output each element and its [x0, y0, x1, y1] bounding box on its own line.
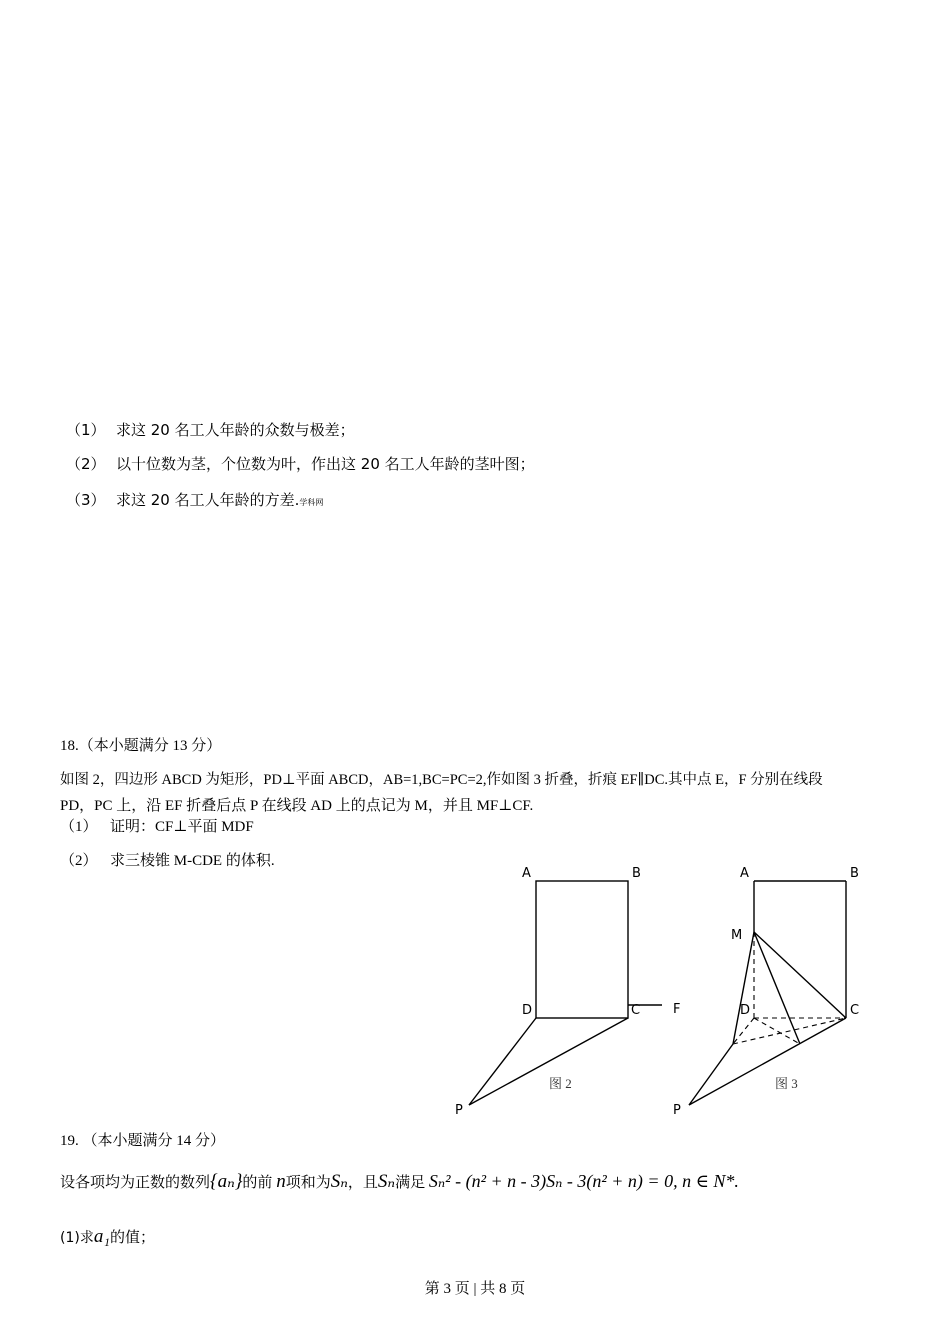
figure-3 — [689, 881, 846, 1105]
fig2-label-b: B — [632, 866, 641, 881]
fig3-label-m: M — [731, 928, 743, 943]
q19-statement: 设各项均为正数的数列{aₙ}的前 n项和为Sₙ，且Sₙ满足 Sₙ² - (n² + n - 3)Sₙ - 3(n² + n) = 0, n ∈ N*. — [60, 1171, 739, 1192]
page-footer: 第 3 页 | 共 8 页 — [424, 1281, 526, 1297]
figure-2 — [469, 881, 662, 1105]
rectangle-abcd — [536, 881, 628, 1018]
watermark: 学科网 — [299, 498, 324, 507]
fig2-label-p: P — [455, 1103, 463, 1118]
q17-item-1: （1） 求这 20 名工人年龄的众数与极差； — [66, 421, 355, 439]
q18-item-2: （2） 求三棱锥 M-CDE 的体积. — [60, 853, 275, 869]
fig2-label-a: A — [522, 866, 531, 881]
fig3-label-p: P — [673, 1103, 681, 1118]
q18-header: 18.（本小题满分 13 分） — [60, 738, 222, 754]
fig3-label-a: A — [740, 866, 749, 881]
fig2-label-f: F — [673, 1002, 681, 1017]
fig3-label-b: B — [850, 866, 859, 881]
fig3-label-c: C — [850, 1003, 860, 1018]
q19-part1: (1)求a₁的值； — [60, 1226, 155, 1247]
q18-item-1: （1） 证明：CF⊥平面 MDF — [60, 819, 254, 835]
equation: Sₙ² - (n² + n - 3)Sₙ - 3(n² + n) = 0, n ∈ N*. — [428, 1171, 739, 1191]
q17-item-2: （2） 以十位数为茎，个位数为叶，作出这 20 名工人年龄的茎叶图； — [66, 455, 535, 473]
q19-header: 19. （本小题满分 14 分） — [60, 1133, 226, 1149]
q18-body-line1: 如图 2，四边形 ABCD 为矩形，PD⊥平面 ABCD，AB=1,BC=PC=2,作如图 3 折叠，折痕 EF∥DC.其中点 E，F 分别在线段 — [60, 772, 823, 788]
q17-item-3: （3） 求这 20 名工人年龄的方差.学科网 — [66, 491, 324, 509]
fig2-label-d: D — [522, 1003, 533, 1018]
sequence-an: {aₙ} — [210, 1171, 243, 1192]
fig3-caption: 图 3 — [775, 1076, 798, 1091]
fig2-label-c: C — [631, 1003, 641, 1018]
fig3-label-d: D — [740, 1003, 751, 1018]
segment-dp — [469, 1018, 536, 1105]
fig2-caption: 图 2 — [549, 1076, 572, 1091]
q18-body-line2: PD，PC 上，沿 EF 折叠后点 P 在线段 AD 上的点记为 M，并且 MF⊥CF. — [60, 798, 534, 814]
